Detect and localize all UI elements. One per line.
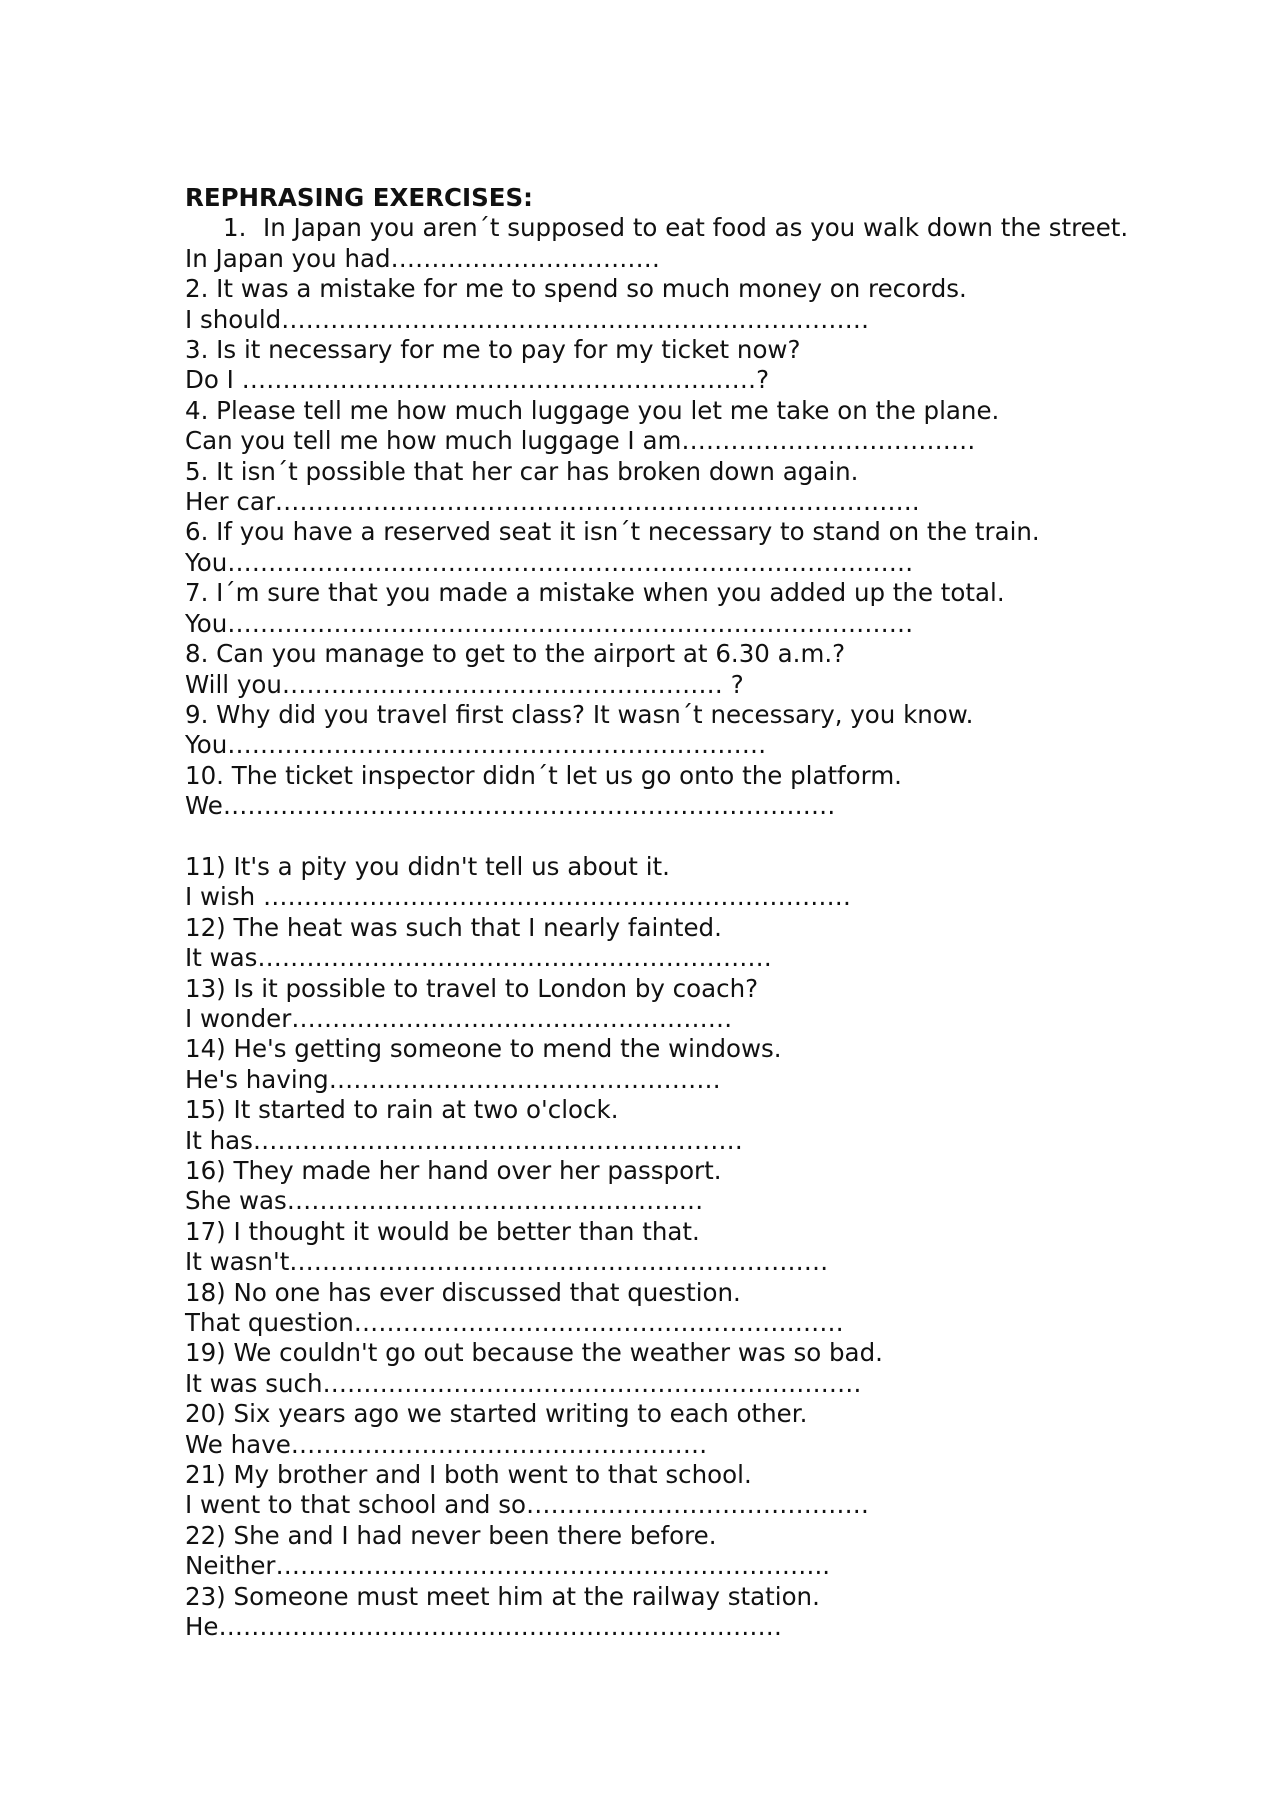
section-spacer <box>185 822 1185 852</box>
exercise-number: 1. <box>223 213 247 243</box>
exercise-answer-line: It has…………………………………………………… <box>185 1125 743 1155</box>
exercise-prompt: 3. Is it necessary for me to pay for my ticket now? <box>185 335 801 365</box>
exercise-answer-line: I wonder……………………………………………… <box>185 1003 733 1033</box>
exercise-prompt: 10. The ticket inspector didn´t let us go onto the platform. <box>185 760 902 790</box>
exercise-prompt: 7. I´m sure that you made a mistake when you added up the total. <box>185 578 1005 608</box>
exercise-answer-line: Can you tell me how much luggage I am……………………………… <box>185 426 976 456</box>
exercise-prompt: In Japan you aren´t supposed to eat food as you walk down the street. <box>263 213 1129 243</box>
exercise-answer-line: I should……………………………………………………………… <box>185 304 870 334</box>
exercise-1 <box>185 213 1185 243</box>
exercise-answer-line: Her car……………………………………………………………………. <box>185 487 920 517</box>
exercise-answer-line: You………………………………………………………………………… <box>185 608 914 638</box>
exercise-prompt: 13) Is it possible to travel to London by coach? <box>185 973 759 1003</box>
worksheet-title: REPHRASING EXERCISES: <box>185 183 533 212</box>
exercise-answer-line: He…………………………………………………………… <box>185 1612 782 1642</box>
exercise-answer-line: It was such………………………………………………………… <box>185 1368 862 1398</box>
exercise-answer-line: You………………………………………………………………………… <box>185 547 914 577</box>
exercise-answer-line: It wasn't………………………………………………………… <box>185 1247 829 1277</box>
exercise-prompt: 9. Why did you travel first class? It wasn´t necessary, you know. <box>185 699 974 729</box>
exercise-prompt: 14) He's getting someone to mend the windows. <box>185 1034 782 1064</box>
exercise-answer-line: She was…………………………………………… <box>185 1186 704 1216</box>
exercise-prompt: 11) It's a pity you didn't tell us about it. <box>185 851 670 881</box>
exercise-answer-line: We………………………………………………………………… <box>185 791 836 821</box>
exercise-prompt: 22) She and I had never been there before. <box>185 1520 717 1550</box>
exercise-prompt: 5. It isn´t possible that her car has broken down again. <box>185 456 859 486</box>
exercise-prompt: 16) They made her hand over her passport. <box>185 1155 722 1185</box>
exercise-prompt: 12) The heat was such that I nearly fainted. <box>185 912 722 942</box>
exercise-prompt: 20) Six years ago we started writing to each other. <box>185 1399 808 1429</box>
exercise-answer-line: Neither………………………………………………………….. <box>185 1551 831 1581</box>
exercise-prompt: 8. Can you manage to get to the airport at 6.30 a.m.? <box>185 639 846 669</box>
exercise-prompt: 19) We couldn't go out because the weather was so bad. <box>185 1338 883 1368</box>
exercise-answer-line: I wish ……………………………………………………………… <box>185 882 851 912</box>
exercise-answer-line: It was……………………………………………………… <box>185 943 772 973</box>
worksheet-page <box>185 183 1185 1642</box>
exercise-answer-line: I went to that school and so…………………………………… <box>185 1490 869 1520</box>
exercise-answer-line: That question…………………………………………………… <box>185 1308 844 1338</box>
exercise-answer-line: Will you……………………………………………… ? <box>185 669 744 699</box>
exercise-prompt: 2. It was a mistake for me to spend so much money on records. <box>185 274 967 304</box>
exercise-prompt: 15) It started to rain at two o'clock. <box>185 1095 619 1125</box>
exercise-answer-line: Do I ………………………………………………………? <box>185 365 770 395</box>
exercise-answer-line: We have…………………………………………… <box>185 1429 708 1459</box>
exercise-answer-line: You………………………………………………………… <box>185 730 767 760</box>
exercise-answer-line: He's having………………………………………… <box>185 1064 721 1094</box>
exercise-prompt: 4. Please tell me how much luggage you let me take on the plane. <box>185 395 1000 425</box>
exercise-answer-line: In Japan you had…………………………… <box>185 243 661 273</box>
exercise-prompt: 21) My brother and I both went to that school. <box>185 1460 752 1490</box>
exercise-prompt: 17) I thought it would be better than that. <box>185 1216 700 1246</box>
exercise-prompt: 6. If you have a reserved seat it isn´t necessary to stand on the train. <box>185 517 1040 547</box>
exercise-prompt: 23) Someone must meet him at the railway station. <box>185 1581 820 1611</box>
exercise-prompt: 18) No one has ever discussed that question. <box>185 1277 741 1307</box>
